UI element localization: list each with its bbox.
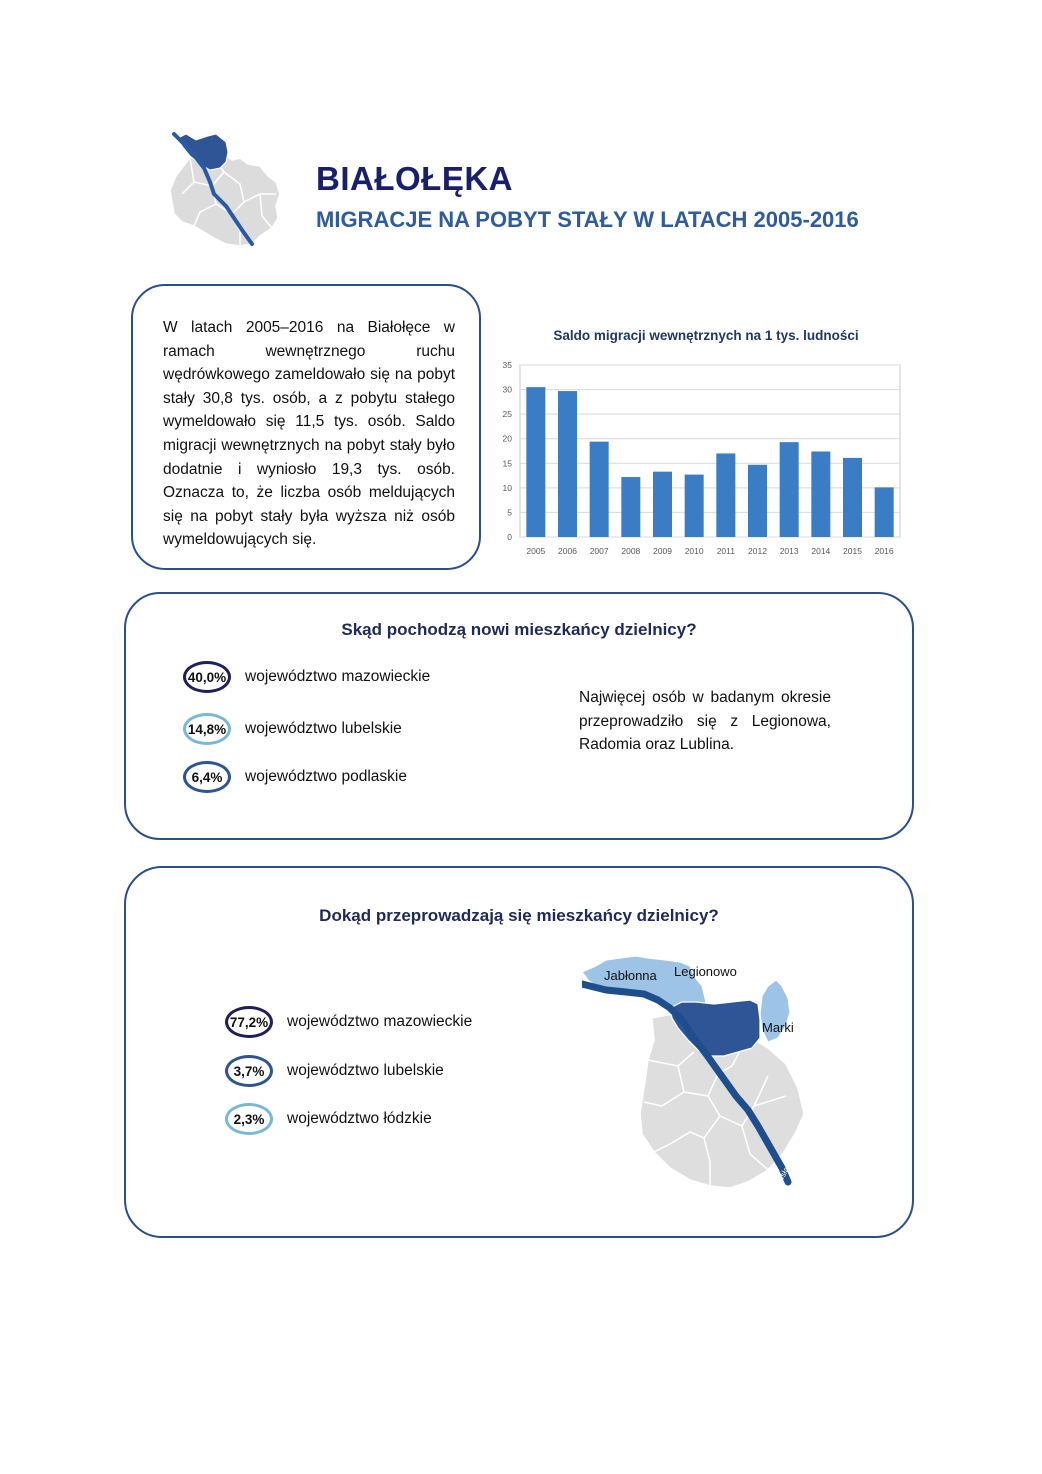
chart-y-tick-label: 0 — [507, 532, 512, 542]
destination-pct-badge-2: 3,7% — [225, 1055, 273, 1087]
origin-panel — [124, 592, 914, 840]
destination-panel — [124, 866, 914, 1238]
map-label-river: Wisła — [773, 1165, 791, 1187]
destination-pct-badge-3: 2,3% — [225, 1103, 273, 1135]
page-title: BIAŁOŁĘKA — [316, 160, 513, 197]
chart-y-tick-label: 25 — [502, 409, 512, 420]
migration-balance-bar-chart — [490, 355, 910, 565]
intro-panel — [131, 284, 481, 570]
chart-x-tick-label: 2010 — [684, 546, 704, 556]
chart-x-tick-label: 2006 — [558, 546, 577, 556]
map-label-legionowo: Legionowo — [674, 964, 737, 979]
chart-bar-2014 — [811, 451, 830, 537]
warsaw-outline — [170, 154, 280, 246]
chart-bar-2012 — [748, 465, 767, 537]
chart-y-tick-label: 30 — [502, 384, 512, 395]
map-label-marki: Marki — [762, 1020, 794, 1035]
chart-x-tick-label: 2015 — [843, 546, 862, 556]
destination-pct-badge-1: 77,2% — [225, 1006, 273, 1038]
chart-bar-2006 — [558, 391, 577, 537]
chart-y-tick-label: 35 — [502, 360, 512, 370]
chart-bar-2015 — [843, 458, 862, 537]
chart-x-tick-label: 2005 — [526, 546, 546, 556]
destination-map — [582, 956, 830, 1198]
origin-pct-badge-2: 14,8% — [183, 713, 231, 745]
chart-x-tick-label: 2014 — [811, 546, 831, 556]
chart-x-tick-label: 2007 — [589, 546, 609, 556]
origin-label-1: województwo mazowieckie — [245, 668, 431, 685]
chart-title: Saldo migracji wewnętrznych na 1 tys. ludności — [553, 328, 859, 343]
chart-x-tick-label: 2013 — [779, 546, 799, 556]
destination-label-3: województwo łódzkie — [287, 1110, 432, 1127]
origin-pct-badge-1: 40,0% — [183, 661, 231, 693]
chart-bar-2007 — [590, 442, 609, 537]
origin-pct-badge-3: 6,4% — [183, 761, 231, 793]
chart-bar-2009 — [653, 472, 672, 537]
destination-label-2: województwo lubelskie — [287, 1062, 444, 1079]
chart-x-tick-label: 2008 — [621, 546, 641, 556]
chart-bar-2016 — [875, 487, 894, 537]
district-locator-map-icon — [160, 128, 288, 250]
chart-bar-2005 — [526, 387, 545, 537]
chart-y-tick-label: 20 — [502, 433, 512, 444]
page-subtitle: MIGRACJE NA POBYT STAŁY W LATACH 2005-2016 — [316, 207, 859, 232]
chart-x-tick-label: 2011 — [716, 546, 735, 556]
map-label-jablonna: Jabłonna — [604, 968, 657, 983]
destination-label-1: województwo mazowieckie — [287, 1013, 473, 1030]
chart-bar-2008 — [621, 477, 640, 537]
chart-x-tick-label: 2012 — [748, 546, 767, 556]
origin-note: Najwięcej osób w badanym okresie przeprowadziło się z Legionowa, Radomia oraz Lublina. — [579, 689, 831, 754]
chart-x-tick-label: 2016 — [874, 546, 894, 556]
destination-heading: Dokąd przeprowadzają się mieszkańcy dzielnicy? — [319, 906, 719, 925]
chart-bar-2010 — [685, 475, 704, 537]
origin-label-2: województwo lubelskie — [245, 720, 402, 737]
chart-x-tick-label: 2009 — [653, 546, 672, 556]
origin-heading: Skąd pochodzą nowi mieszkańcy dzielnicy? — [341, 620, 697, 639]
chart-bar-2013 — [780, 442, 799, 537]
chart-bar-2011 — [716, 453, 735, 537]
intro-paragraph: W latach 2005–2016 na Białołęce w ramach wewnętrznego ruchu wędrówkowego zameldowało się na pobyt stały 30,8 tys. osób, a z pobytu stałego wymeldowało się 11,5 tys. osób. Saldo migracji wewnętrznych na pobyt stały było dodatnie i wyniosło 19,3 tys. osób. Oznacza to, że liczba osób meldujących się na pobyt stały była wyższa niż osób wymeldowujących się. — [163, 319, 455, 549]
origin-label-3: województwo podlaskie — [245, 768, 407, 785]
chart-y-tick-label: 10 — [502, 482, 512, 493]
chart-y-tick-label: 5 — [507, 507, 512, 518]
chart-y-tick-label: 15 — [502, 458, 512, 469]
